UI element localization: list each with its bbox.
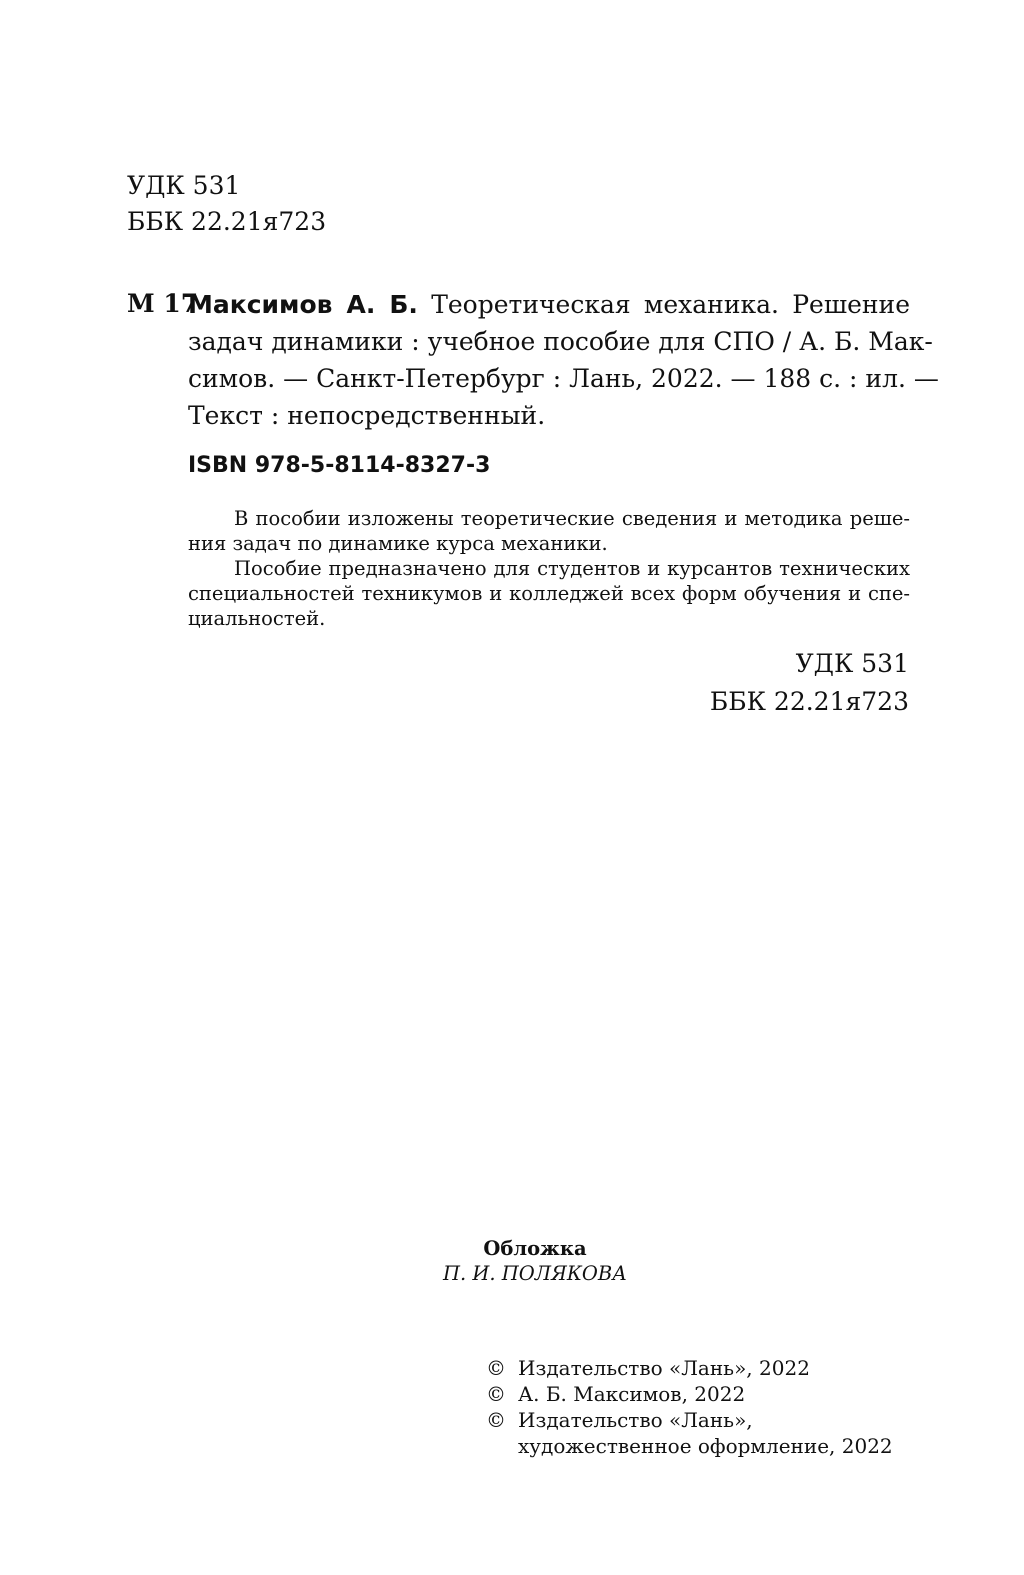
bbk-bottom: ББК 22.21я723 (709, 687, 909, 716)
annotation-line-3: Пособие предназначено для студентов и курсантов технических (234, 557, 910, 580)
biblio-line-3: симов. — Санкт-Петербург : Лань, 2022. — 188 с. : ил. — (188, 364, 939, 393)
copyright-line-1: © Издательство «Лань», 2022 (486, 1356, 810, 1380)
annotation-line-5: циальностей. (188, 607, 326, 630)
bibliographic-entry (188, 286, 939, 434)
cover-designer: П. И. ПОЛЯКОВА (443, 1262, 627, 1285)
annotation (188, 506, 910, 631)
annotation-line-4: специальностей техникумов и колледжей всех форм обучения и спе- (188, 582, 910, 605)
author-code: М 17 (127, 289, 199, 318)
udk-bottom: УДК 531 (795, 649, 909, 678)
biblio-title-start: Теоретическая механика. Решение (417, 290, 910, 319)
copyright-block (486, 1355, 893, 1459)
biblio-line-4: Текст : непосредственный. (188, 401, 546, 430)
cover-credit (420, 1236, 650, 1286)
copyright-icon: © (486, 1382, 506, 1406)
copyright-icon: © (486, 1356, 506, 1380)
copyright-line-2: © А. Б. Максимов, 2022 (486, 1382, 746, 1406)
isbn: ISBN 978-5-8114-8327-3 (188, 453, 491, 478)
author-name: Максимов А. Б. (188, 290, 418, 319)
copyright-line-4: художественное оформление, 2022 (518, 1434, 893, 1458)
annotation-line-1: В пособии изложены теоретические сведения и методика реше- (234, 507, 910, 530)
bbk-top: ББК 22.21я723 (127, 207, 327, 236)
copyright-line-3: © Издательство «Лань», (486, 1408, 753, 1432)
annotation-line-2: ния задач по динамике курса механики. (188, 532, 608, 555)
cover-label: Обложка (483, 1237, 587, 1260)
biblio-line-1 (188, 286, 910, 323)
biblio-line-2: задач динамики : учебное пособие для СПО / А. Б. Мак- (188, 327, 933, 356)
copyright-icon: © (486, 1408, 506, 1432)
udk-top: УДК 531 (127, 171, 241, 200)
